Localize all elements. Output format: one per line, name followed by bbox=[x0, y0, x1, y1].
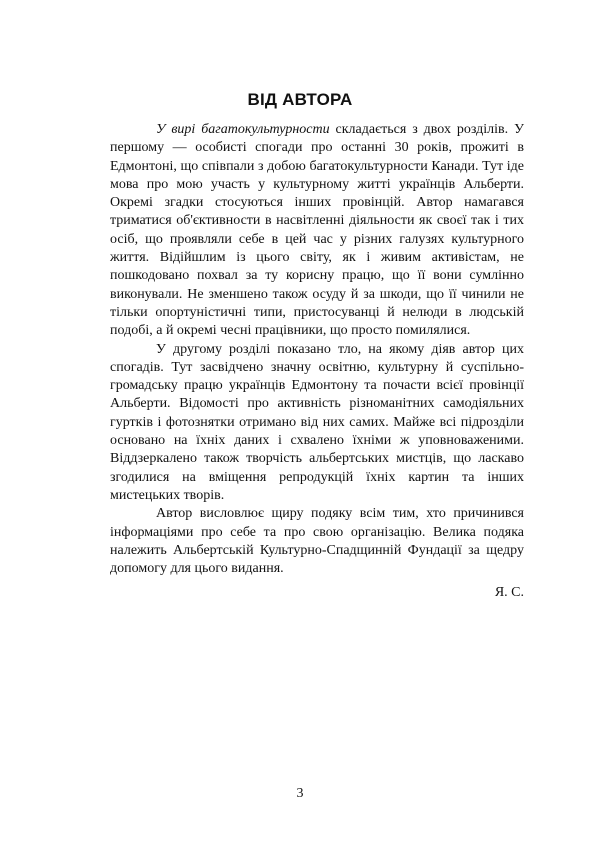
text-line: гуртків і фотознятки отримано від них самих. Майже всі підрозділи bbox=[110, 414, 524, 430]
text-line: триматися об'єктивности в насвітленні діяльности як своєї так і тих bbox=[110, 213, 524, 229]
text-line: Едмонтоні, що співпали з добою багатокультурности Канади. Тут іде bbox=[110, 158, 524, 174]
author-signature: Я. С. bbox=[494, 585, 524, 601]
text-line: спогадів. Тут засвідчено значну освітню, культурну й суспільно- bbox=[110, 359, 524, 375]
page-title: ВІД АВТОРА bbox=[247, 90, 353, 109]
document-body bbox=[110, 121, 524, 603]
book-title-italic: У вирі багатокультурности bbox=[156, 122, 330, 137]
text-line: належить Альбертській Культурно-Спадщинній Фундації за щедру bbox=[110, 542, 524, 558]
text-line: тільки опортуністичні типи, пристосуванці й нелюди в людській bbox=[110, 304, 524, 320]
text-line: Автор висловлює щиру подяку всім тим, хто причинився bbox=[156, 506, 524, 522]
text-line: У другому розділі показано тло, на якому діяв автор цих bbox=[156, 341, 524, 357]
text-line: першому — особисті спогади про останні 30 років, прожиті в bbox=[110, 140, 524, 156]
text-line: основано на їхніх даних і схвалено їхніми ж уповноваженими. bbox=[110, 433, 524, 449]
text-line: згодилися на вміщення репродукцій їхніх картин та інших bbox=[110, 469, 524, 485]
paragraph-2 bbox=[110, 341, 524, 506]
text-line: пошкодовано похвал за ту корисну працю, що її вони сумлінно bbox=[110, 268, 524, 284]
text-line: Віддзеркалено також творчість альбертських мистців, що ласкаво bbox=[110, 451, 524, 467]
text-line: громадську працю українців Едмонтону та почасти всієї провінції bbox=[110, 378, 524, 394]
text-line: виконували. Не зменшено також осуду й за шкоди, що її чинили не bbox=[110, 286, 524, 302]
text-line: мистецьких творів. bbox=[110, 487, 225, 503]
text-line: Альберти. Відомості про активність різноманітних самодіяльних bbox=[110, 396, 524, 412]
paragraph-3 bbox=[110, 505, 524, 578]
text-line: Окремі згадки стосуються інших провінцій. Автор намагався bbox=[110, 195, 524, 211]
text-line: осіб, що проявляли себе в цей час у різних галузях культурного bbox=[110, 231, 524, 247]
page-number: 3 bbox=[296, 786, 304, 801]
text-line: мова про мою участь у культурному житті українців Альберти. bbox=[110, 176, 524, 192]
text-line: подобі, а й окремі чесні працівники, що просто помилялися. bbox=[110, 323, 471, 339]
text-line: У вирі багатокультурности складається з двох розділів. У bbox=[156, 122, 524, 137]
text-line: допомогу для цього видання. bbox=[110, 561, 284, 577]
text-line: життя. Відійшлим із цього світу, як і живим активістам, не bbox=[110, 250, 524, 266]
text-line: інформаціями про себе та про свою організацію. Велика подяка bbox=[110, 524, 524, 540]
paragraph-1 bbox=[110, 121, 524, 341]
